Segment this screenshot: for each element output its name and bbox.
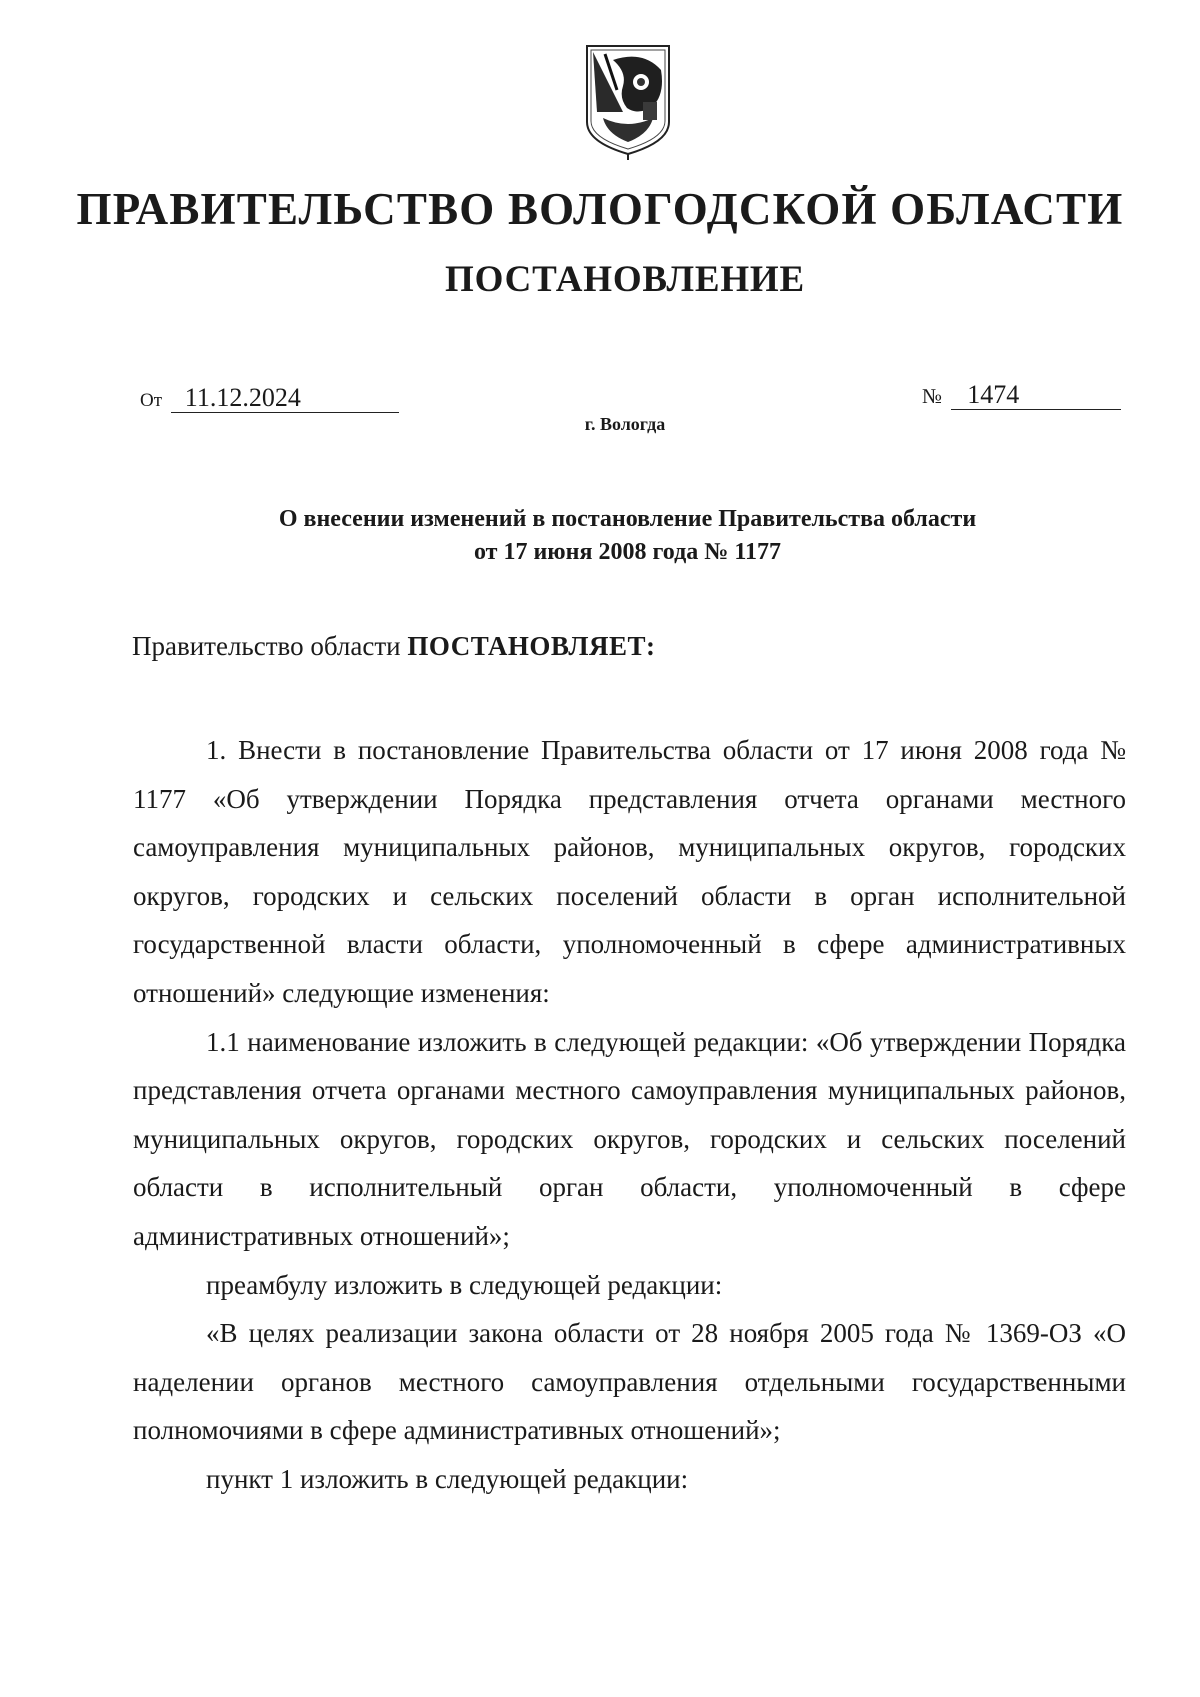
city: г. Вологда [584, 414, 666, 434]
organization-title: ПРАВИТЕЛЬСТВО ВОЛОГОДСКОЙ ОБЛАСТИ [76, 184, 1124, 234]
paragraph-preamble: преамбулу изложить в следующей редакции: [206, 1269, 723, 1300]
paragraph-point-1: пункт 1 изложить в следующей редакции: [206, 1463, 689, 1494]
number-prefix: № [922, 384, 943, 408]
decree-prefix: Правительство области [132, 631, 401, 661]
document-body [133, 726, 1126, 1504]
subject-line-1: О внесении изменений в постановление Правительства области [278, 506, 977, 532]
document-date: 11.12.2024 [171, 384, 399, 413]
document-subject [180, 503, 1075, 569]
document-type: ПОСТАНОВЛЕНИЕ [444, 259, 805, 300]
paragraph-preamble-text: «В целях реализации закона области от 28 ноября 2005 года № 1369-ОЗ «О наделении органов местного самоуправления отдельными государственными полномочиями в сфере административных отношений»; [133, 1318, 1126, 1446]
decree-statement [132, 631, 655, 662]
number-field [922, 381, 1121, 410]
date-prefix: От [140, 390, 163, 411]
subject-line-2: от 17 июня 2008 года № 1177 [474, 539, 781, 565]
document-number: 1474 [951, 381, 1121, 410]
paragraph-1: 1. Внести в постановление Правительства области от 17 июня 2008 года № 1177 «Об утверждении Порядка представления отчета органами местного самоуправления муниципальных районов, муниципальных округов, городских округов, городских и сельских поселений области в орган исполнительной государственной власти области, уполномоченный в сфере административных отношений» следующие изменения: [133, 735, 1126, 1008]
paragraph-1-1: 1.1 наименование изложить в следующей редакции: «Об утверждении Порядка представления отчета органами местного самоуправления муниципальных районов, муниципальных округов, городских округов, городских и сельских поселений области в исполнительный орган области, уполномоченный в сфере административных отношений»; [133, 1026, 1126, 1251]
date-field [140, 384, 399, 413]
coat-of-arms-icon [583, 42, 673, 160]
decree-keyword: ПОСТАНОВЛЯЕТ: [407, 631, 656, 661]
